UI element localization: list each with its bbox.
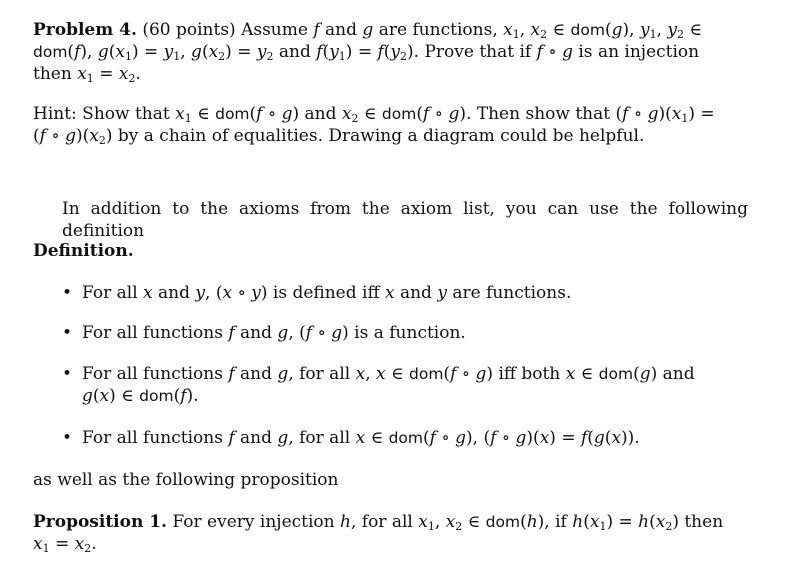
problem-line-3: then $x_1 = x_2$. — [33, 64, 141, 85]
problem-heading: Problem 4. — [33, 20, 137, 40]
hint-line-1: Hint: Show that $x_1$ ∈ dom(f ∘ g) and $x_2$ ∈ dom(f ∘ g). Then show that (f ∘ $g)(x_1)$ = — [33, 104, 715, 125]
bullet-icon: • — [62, 428, 73, 448]
definition-item-2: • For all functions f and g, (f ∘ g) is a function. — [62, 323, 466, 343]
hint-line-2: (f ∘ $g)(x_2)$ by a chain of equalities. Drawing a diagram could be helpful. — [33, 126, 645, 147]
definition-item-3: • For all functions f and g, for all x, x ∈ dom(f ∘ g) iff both x ∈ dom(g) and g(x) ∈ dom(f). — [62, 364, 695, 406]
bullet-icon: • — [62, 323, 73, 343]
proposition — [33, 511, 747, 555]
problem-line-1: Problem 4. (60 points) Assume f and g are functions, $x_1$, $x_2$ ∈ dom(g), $y_1$, $y_2$ ∈ — [33, 20, 702, 41]
following-text: as well as the following proposition — [33, 470, 339, 490]
hint — [33, 103, 747, 147]
problem-statement — [33, 19, 747, 85]
proposition-line-1: Proposition 1. For every injection h, for all $x_1$, $x_2$ ∈ dom(h), if $h(x_1) = h(x_2)$ then — [33, 512, 724, 533]
proposition-line-2: $x_1 = x_2$. — [33, 534, 97, 555]
problem-line-2: dom(f), $g(x_1) = y_1$, $g(x_2) = y_2$ and $f(y_1) = f(y_2)$. Prove that if f ∘ g is an injection — [33, 42, 700, 63]
bullet-icon: • — [62, 364, 73, 384]
definition-item-1: • For all x and y, (x ∘ y) is defined iff x and y are functions. — [62, 283, 572, 303]
definition-heading: Definition. — [33, 241, 134, 261]
definition-item-4: • For all functions f and g, for all x ∈ dom(f ∘ g), (f ∘ g)(x) = f(g(x)). — [62, 428, 640, 448]
intro-text: In addition to the axioms from the axiom list, you can use the following definition — [62, 199, 748, 241]
proposition-heading: Proposition 1. — [33, 512, 168, 532]
problem-points: (60 points) — [142, 20, 236, 40]
bullet-icon: • — [62, 283, 73, 303]
